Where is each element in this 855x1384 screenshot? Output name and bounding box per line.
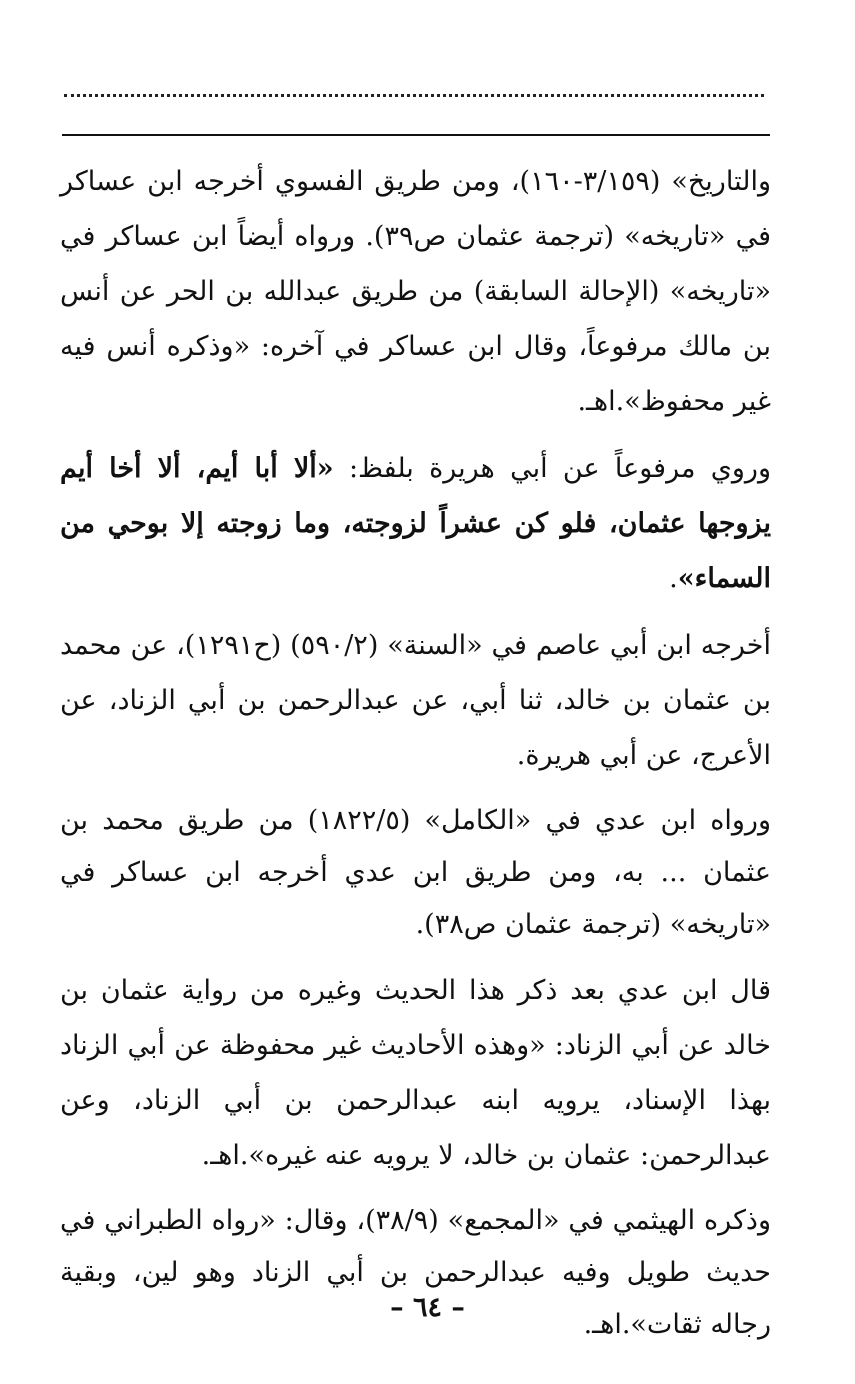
- paragraph-2-end: .: [669, 563, 678, 594]
- footnotes-text: [60, 154, 771, 1351]
- footnote-paragraph-6: وذكره الهيثمي في «المجمع» (٣٨/٩)، وقال: «رواه الطبراني في حديث طويل وفيه عبدالرحمن بن أبي الزناد وهو لين، وبقية رجاله ثقات».اهـ.: [60, 1205, 771, 1340]
- footnote-paragraph-1: والتاريخ» (٣/١٥٩-١٦٠)، ومن طريق الفسوي أخرجه ابن عساكر في «تاريخه» (ترجمة عثمان ص٣٩). ورواه أيضاً ابن عساكر في «تاريخه» (الإحالة السابقة) من طريق عبدالله بن الحر عن أنس بن مالك مرفوعاً، وقال ابن عساكر في آخره: «وذكره أنس فيه غير محفوظ».اهـ.: [60, 166, 772, 417]
- footnote-paragraph-2: [60, 441, 771, 606]
- footnote-paragraph-4: ورواه ابن عدي في «الكامل» (١٨٢٢/٥) من طريق محمد بن عثمان ... به، ومن طريق ابن عدي أخرجه ابن عساكر في «تاريخه» (ترجمة عثمان ص٣٨).: [60, 805, 771, 940]
- footnote-rule: [62, 134, 770, 136]
- footnote-paragraph-3: أخرجه ابن أبي عاصم في «السنة» (٥٩٠/٢) (ح١٢٩١)، عن محمد بن عثمان بن خالد، ثنا أبي، عن عبدالرحمن بن أبي الزناد، عن الأعرج، عن أبي هريرة.: [60, 630, 771, 771]
- page-number: – ٦٤ –: [390, 1292, 465, 1323]
- paragraph-2-intro: وروي مرفوعاً عن أبي هريرة بلفظ:: [333, 453, 771, 484]
- dotted-separator: [64, 94, 764, 97]
- hadith-quote: «ألا أبا أيم، ألا أخا أيم يزوجها عثمان، فلو كن عشراً لزوجته، وما زوجته إلا بوحي من السماء»: [60, 453, 771, 594]
- footnote-paragraph-5: قال ابن عدي بعد ذكر هذا الحديث وغيره من رواية عثمان بن خالد عن أبي الزناد: «وهذه الأحاديث غير محفوظة عن أبي الزناد بهذا الإسناد، يرويه ابنه عبدالرحمن بن أبي الزناد، وعن عبدالرحمن: عثمان بن خالد، لا يرويه عنه غيره».اهـ.: [60, 975, 771, 1171]
